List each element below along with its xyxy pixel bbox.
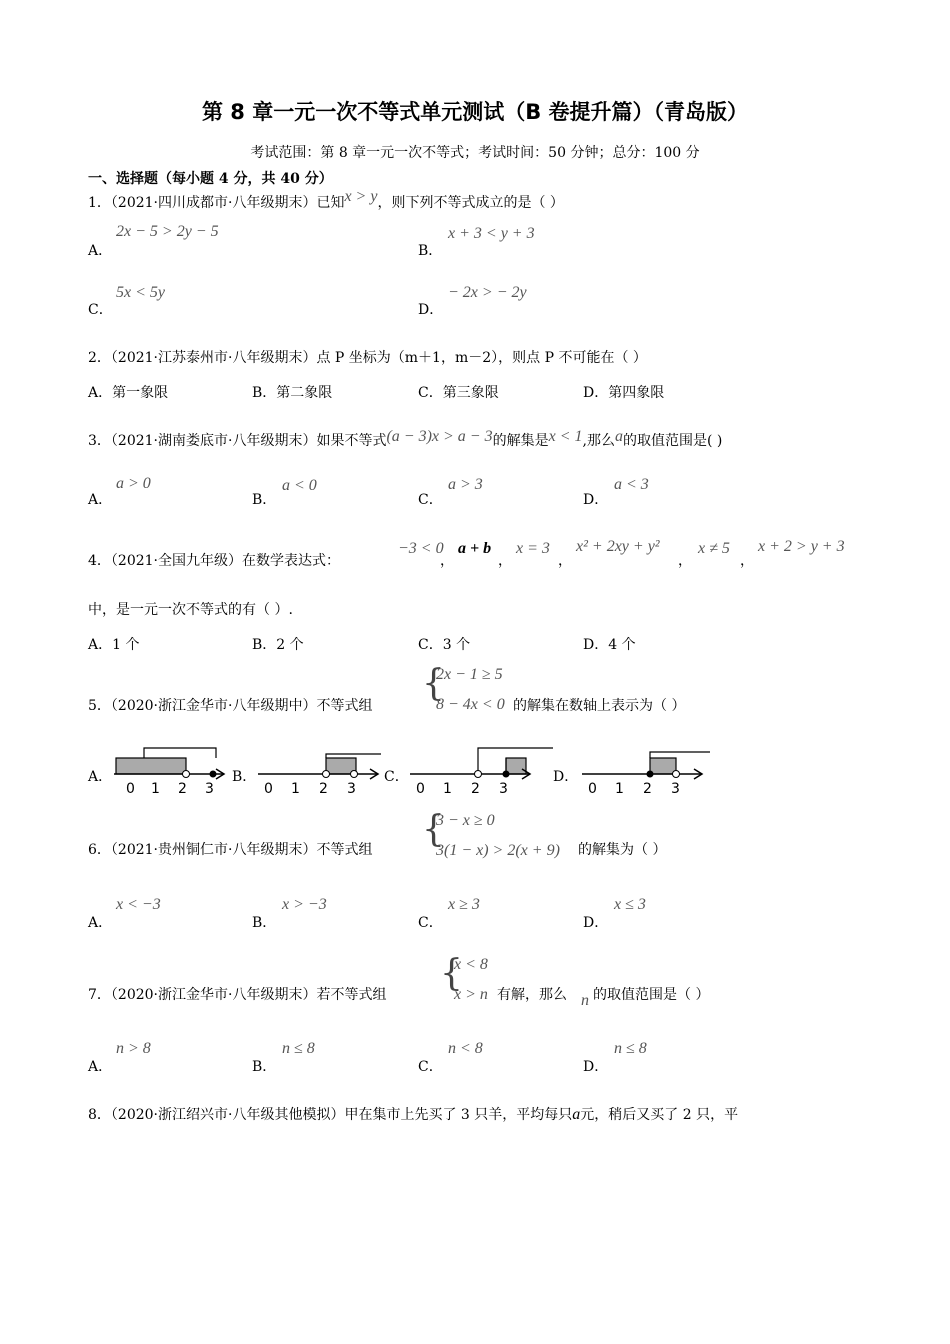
- q5-numberline-d: [580, 744, 715, 796]
- svg-text:2: 2: [178, 781, 187, 796]
- q1-source: （2021·四川成都市·八年级期末）已知: [110, 195, 345, 211]
- q5-option-b-label: B．: [232, 769, 257, 785]
- q3-option-a-label: A．: [88, 492, 113, 508]
- q7-sys1: x < 8: [454, 956, 488, 973]
- q1-option-d: − 2x > − 2y: [448, 284, 527, 301]
- question-5: 5．（2020·浙江金华市·八年级期中）不等式组: [88, 698, 373, 714]
- question-8: 8．（2020·浙江绍兴市·八年级其他模拟）甲在集市上先买了 3 只羊，平均每只a元，稍后又买了 2 只，平: [88, 1106, 739, 1123]
- svg-text:2: 2: [471, 781, 480, 796]
- q7-brace: {: [440, 953, 463, 994]
- svg-text:1: 1: [151, 781, 160, 796]
- svg-text:0: 0: [126, 781, 135, 796]
- q3-option-b-label: B．: [252, 492, 277, 508]
- q4-expr-2: a + b: [458, 540, 492, 557]
- q2-option-a: A．第一象限: [88, 385, 169, 401]
- question-7: 7．（2020·浙江金华市·八年级期末）若不等式组: [88, 987, 387, 1003]
- q5-option-a-label: A．: [88, 769, 113, 785]
- q4-option-c: C．3 个: [418, 637, 471, 653]
- q4-expr-4: x² + 2xy + y²: [576, 538, 660, 555]
- q3-expr1: (a − 3)x > a − 3: [386, 428, 493, 445]
- q5-brace: {: [422, 663, 445, 704]
- q4-option-b: B．2 个: [252, 637, 304, 653]
- q1-option-c-label: C．: [88, 302, 113, 318]
- q7-option-d: n ≤ 8: [614, 1040, 647, 1057]
- q6-end: 的解集为（ ）: [578, 842, 667, 858]
- q1-option-a: 2x − 5 > 2y − 5: [116, 223, 219, 240]
- q5-option-c-label: C．: [384, 769, 409, 785]
- svg-text:3: 3: [205, 781, 214, 796]
- q1-expr: x > y: [344, 188, 378, 205]
- question-4: 4．（2021·全国九年级）在数学表达式：: [88, 553, 341, 569]
- q5-sys2: 8 − 4x < 0: [436, 696, 505, 713]
- q4-line2: 中，是一元一次不等式的有（ ）.: [88, 602, 293, 618]
- q5-option-d-label: D．: [553, 769, 579, 785]
- question-1: [88, 188, 564, 212]
- svg-text:1: 1: [291, 781, 300, 796]
- exam-info: 考试范围：第 8 章一元一次不等式；考试时间：50 分钟；总分：100 分: [250, 145, 700, 161]
- svg-text:1: 1: [615, 781, 624, 796]
- q3-expr3: a: [614, 428, 623, 445]
- q1-option-c: 5x < 5y: [116, 284, 165, 301]
- q7-sys2: x > n: [454, 986, 488, 1003]
- q1-text: ，则下列不等式成立的是（ ）: [377, 195, 564, 211]
- question-6: 6．（2021·贵州铜仁市·八年级期末）不等式组: [88, 842, 373, 858]
- q7-option-a: n > 8: [116, 1040, 151, 1057]
- q1-number: 1．: [88, 195, 111, 211]
- q4-expr-6: x + 2 > y + 3: [758, 538, 845, 555]
- q3-option-c-label: C．: [418, 492, 443, 508]
- q5-numberline-b: [256, 744, 386, 796]
- svg-text:3: 3: [347, 781, 356, 796]
- q3-option-d-label: D．: [583, 492, 609, 508]
- svg-text:2: 2: [643, 781, 652, 796]
- q3-expr2: x < 1: [548, 428, 583, 445]
- q5-numberline-c: [408, 744, 558, 796]
- q6-sys2: 3(1 − x) > 2(x + 9): [436, 842, 560, 859]
- q5-numberline-a: [112, 744, 232, 796]
- q1-option-d-label: D．: [418, 302, 444, 318]
- q2-option-b: B．第二象限: [252, 385, 333, 401]
- svg-text:0: 0: [416, 781, 425, 796]
- q4-expr-3: x = 3: [516, 540, 550, 557]
- q5-sys1: 2x − 1 ≥ 5: [436, 666, 503, 683]
- q1-option-b: x + 3 < y + 3: [448, 225, 535, 242]
- q2-number: 2．: [88, 350, 111, 366]
- question-3: 3．（2021·湖南娄底市·八年级期末）如果不等式(a − 3)x > a − 3的解集是x < 1,那么a的取值范围是( ): [88, 428, 723, 449]
- q3-option-c: a > 3: [448, 476, 483, 493]
- page-title: 第 8 章一元一次不等式单元测试（B 卷提升篇）（青岛版）: [201, 100, 749, 124]
- q6-option-d: x ≤ 3: [614, 896, 646, 913]
- q6-option-a: x < −3: [116, 896, 161, 913]
- q6-option-b: x > −3: [282, 896, 327, 913]
- question-2: [88, 347, 647, 367]
- q1-option-a-label: A．: [88, 243, 113, 259]
- q2-option-c: C．第三象限: [418, 385, 499, 401]
- q1-option-b-label: B．: [418, 243, 443, 259]
- q2-text: （2021·江苏泰州市·八年级期末）点 P 坐标为（m＋1，m－2），则点 P 不可能在（ ）: [110, 350, 647, 366]
- svg-text:3: 3: [499, 781, 508, 796]
- q3-option-b: a < 0: [282, 477, 317, 494]
- q5-end: 的解集在数轴上表示为（ ）: [513, 698, 686, 714]
- q6-brace: {: [422, 809, 445, 850]
- q6-option-c: x ≥ 3: [448, 896, 480, 913]
- svg-text:0: 0: [588, 781, 597, 796]
- q3-option-d: a < 3: [614, 476, 649, 493]
- q4-expr-1: −3 < 0: [398, 540, 444, 557]
- q3-option-a: a > 0: [116, 475, 151, 492]
- q7-option-b: n ≤ 8: [282, 1040, 315, 1057]
- q7-expr: n: [581, 992, 589, 1009]
- svg-text:0: 0: [264, 781, 273, 796]
- q4-expr-5: x ≠ 5: [698, 540, 730, 557]
- q2-option-d: D．第四象限: [583, 385, 665, 401]
- q7-option-c: n < 8: [448, 1040, 483, 1057]
- q4-option-a: A．1 个: [88, 637, 140, 653]
- q4-option-d: D．4 个: [583, 637, 636, 653]
- svg-text:3: 3: [671, 781, 680, 796]
- svg-text:2: 2: [319, 781, 328, 796]
- q6-sys1: 3 − x ≥ 0: [436, 812, 495, 829]
- svg-text:1: 1: [443, 781, 452, 796]
- section-heading: 一、选择题（每小题 4 分，共 40 分）: [88, 171, 333, 187]
